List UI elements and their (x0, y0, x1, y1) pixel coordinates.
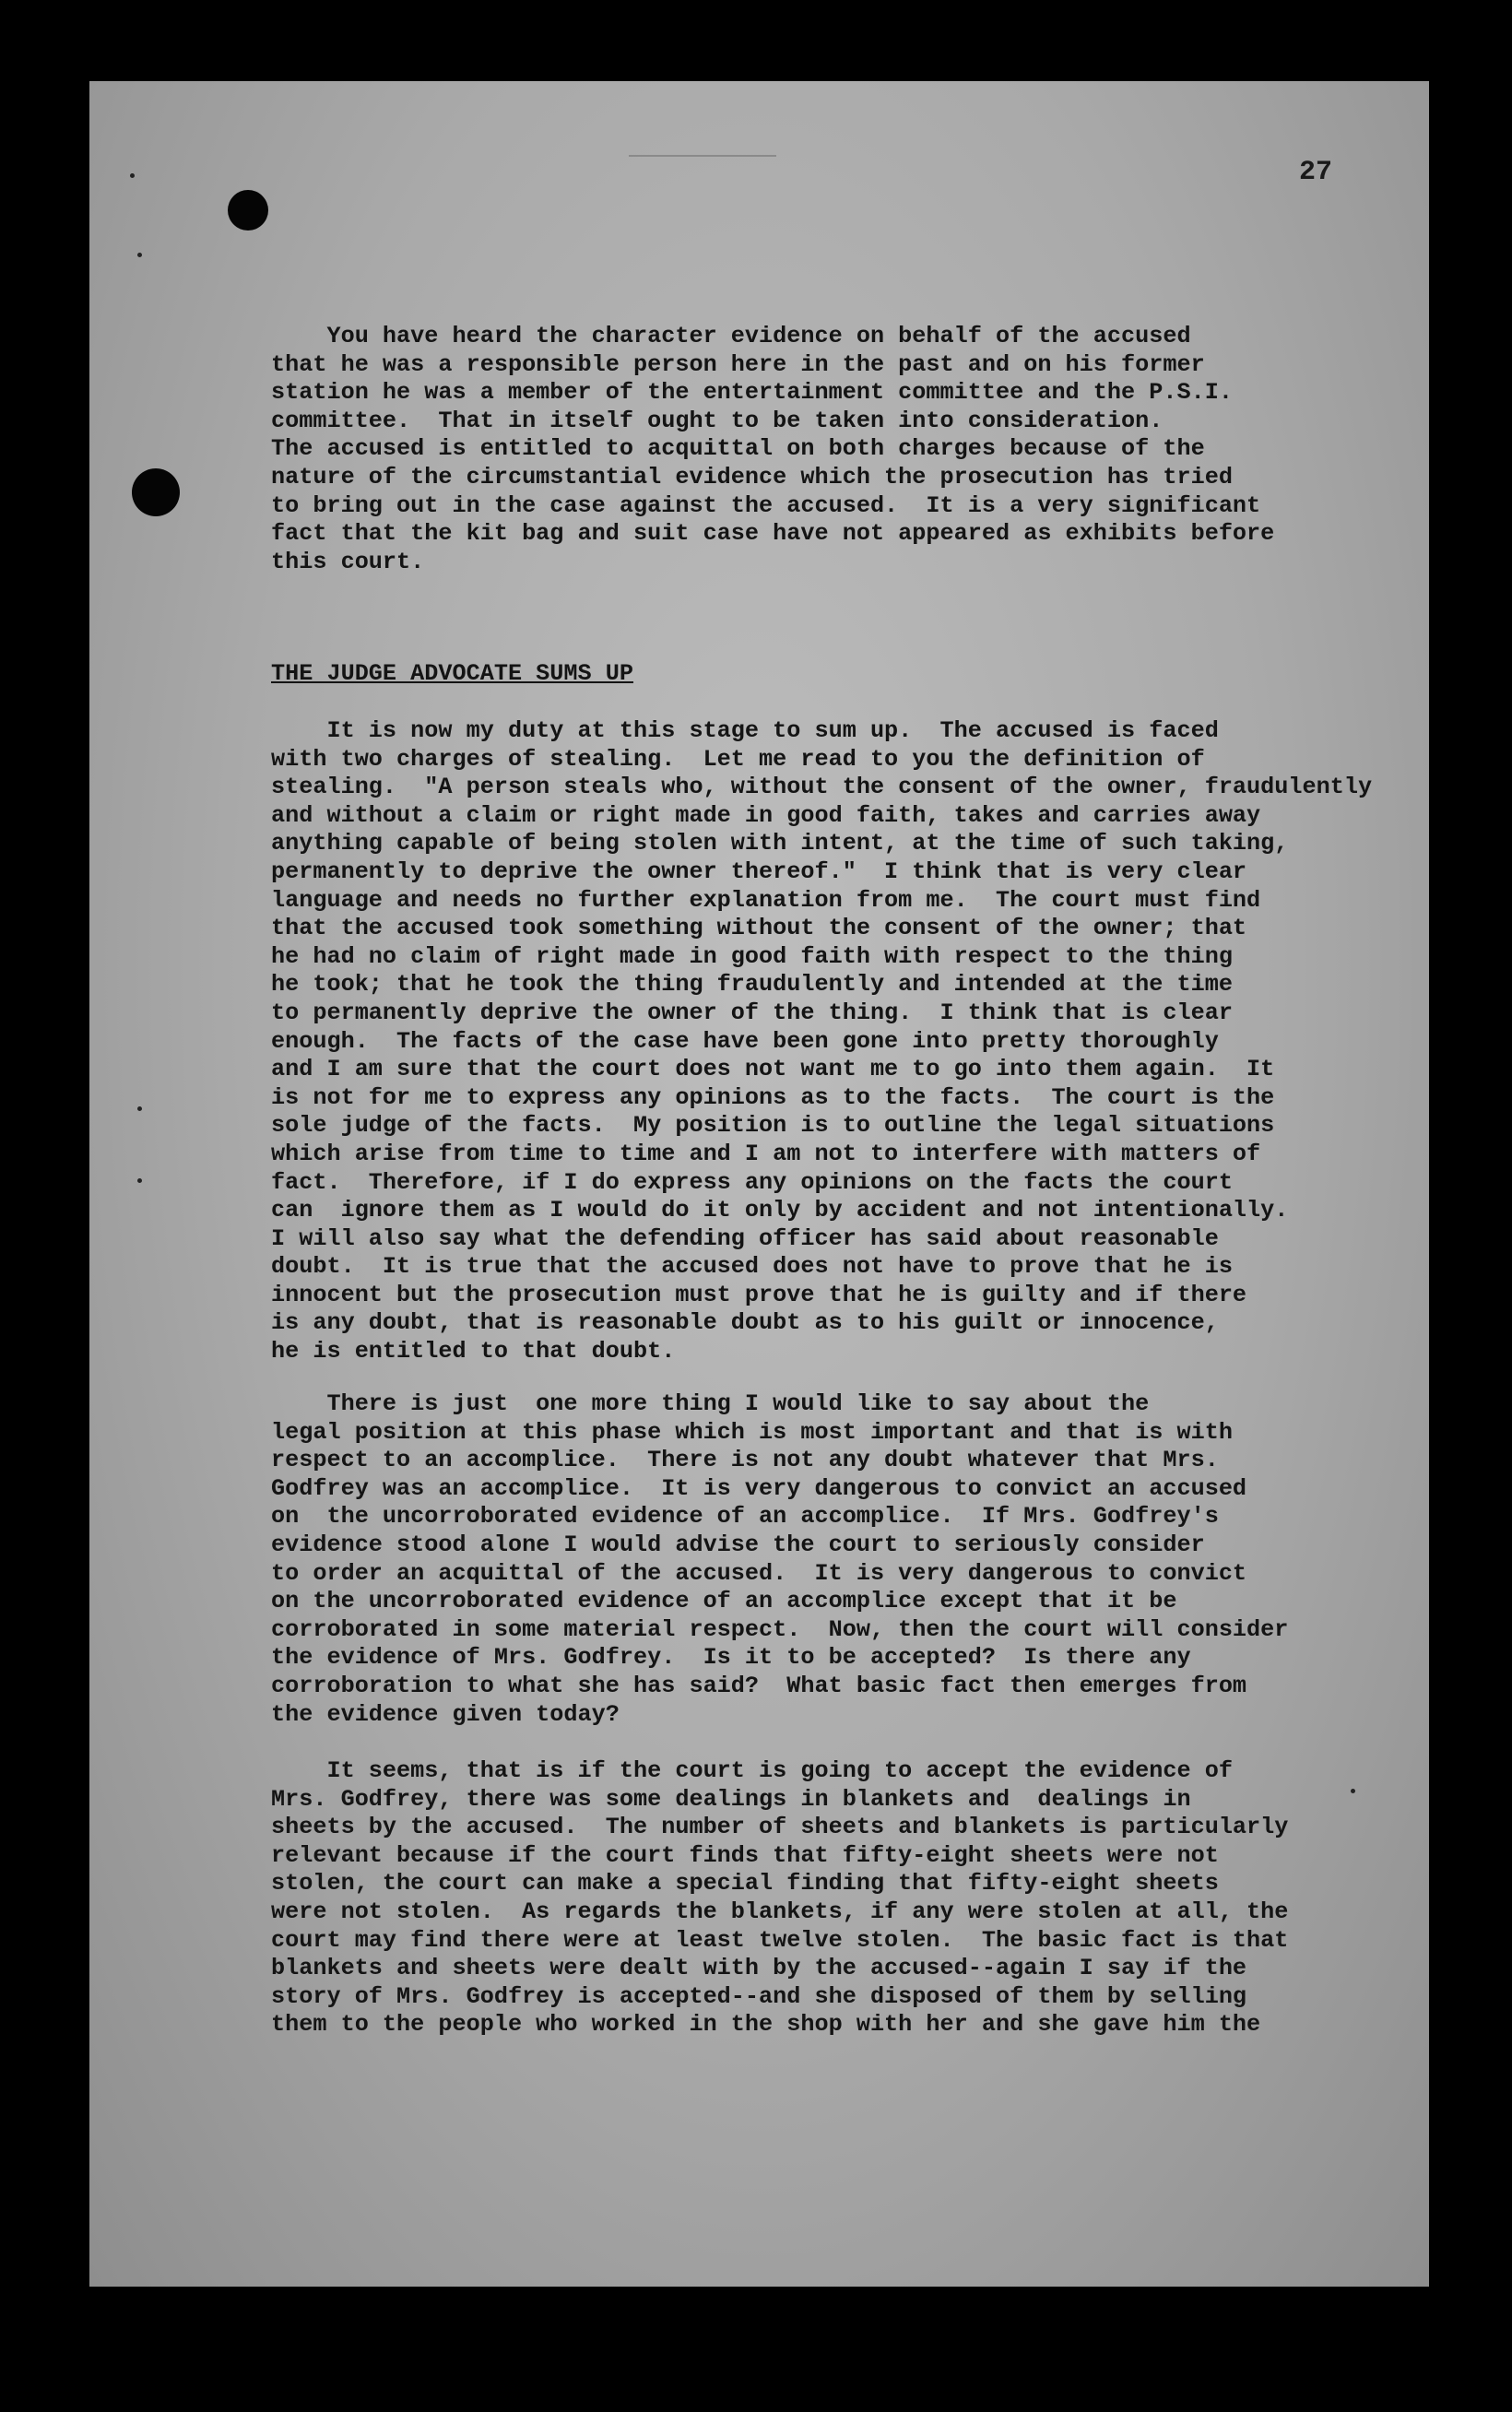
punch-hole-top (228, 190, 268, 231)
section-heading: THE JUDGE ADVOCATE SUMS UP (271, 660, 633, 687)
document-page (89, 81, 1429, 2287)
speck (130, 173, 135, 178)
paragraph-accomplice: There is just one more thing I would like to say about the legal position at this phase which is most important and that is with respect to an accomplice. There is not any doubt whatever that Mrs. Godfrey was an accomplice. It is very dangerous to convict an accused on the uncorroborated evidence of an accomplice. If Mrs. Godfrey's evidence stood alone I would advise the court to seriously consider to order an acquittal of the accused. It is very dangerous to convict on the uncorroborated evidence of an accomplice except that it be corroborated in some material respect. Now, then the court will consider the evidence of Mrs. Godfrey. Is it to be accepted? Is there any corroboration to what she has said? What basic fact then emerges from the evidence given today? (271, 1390, 1289, 1728)
speck (137, 1106, 142, 1111)
paragraph-definition-of-stealing: It is now my duty at this stage to sum up. The accused is faced with two charges of stealing. Let me read to you the definition of stealing. "A person steals who, without the consent of the owner, fraudulently and without a claim or right made in good faith, takes and carries away anything capable of being stolen with intent, at the time of such taking, permanently to deprive the owner thereof." I think that is very clear language and needs no further explanation from me. The court must find that the accused took something without the consent of the owner; that he had no claim of right made in good faith with respect to the thing he took; that he took the thing fraudulently and intended at the time to permanently deprive the owner of the thing. I think that is clear enough. The facts of the case have been gone into pretty thoroughly and I am sure that the court does not want me to go into them again. It is not for me to express any opinions as to the facts. The court is the sole judge of the facts. My position is to outline the legal situations which arise from time to time and I am not to interfere with matters of fact. Therefore, if I do express any opinions on the facts the court can ignore them as I would do it only by accident and not intentionally. I will also say what the defending officer has said about reasonable doubt. It is true that the accused does not have to prove that he is innocent but the prosecution must prove that he is guilty and if there is any doubt, that is reasonable doubt as to his guilt or innocence, he is entitled to that doubt. (271, 717, 1373, 1366)
paragraph-character-evidence: You have heard the character evidence on behalf of the accused that he was a responsible person here in the past and on his former station he was a member of the entertainment committee and the P.S.I. committee. That in itself ought to be taken into consideration. The accused is entitled to acquittal on both charges because of the nature of the circumstantial evidence which the prosecution has tried to bring out in the case against the accused. It is a very significant fact that the kit bag and suit case have not appeared as exhibits before this court. (271, 323, 1275, 575)
speck (137, 1178, 142, 1183)
punch-hole-middle (132, 468, 180, 516)
page-number: 27 (1299, 157, 1333, 188)
paragraph-sheets-and-blankets: It seems, that is if the court is going to accept the evidence of Mrs. Godfrey, there was some dealings in blankets and dealings in sheets by the accused. The number of sheets and blankets is particularly relevant because if the court finds that fifty-eight sheets were not stolen, the court can make a special finding that fifty-eight sheets were not stolen. As regards the blankets, if any were stolen at all, the court may find there were at least twelve stolen. The basic fact is that blankets and sheets were dealt with by the accused--again I say if the story of Mrs. Godfrey is accepted--and she disposed of them by selling them to the people who worked in the shop with her and she gave him the (271, 1757, 1289, 2039)
top-rule (629, 155, 776, 157)
speck (137, 253, 142, 257)
